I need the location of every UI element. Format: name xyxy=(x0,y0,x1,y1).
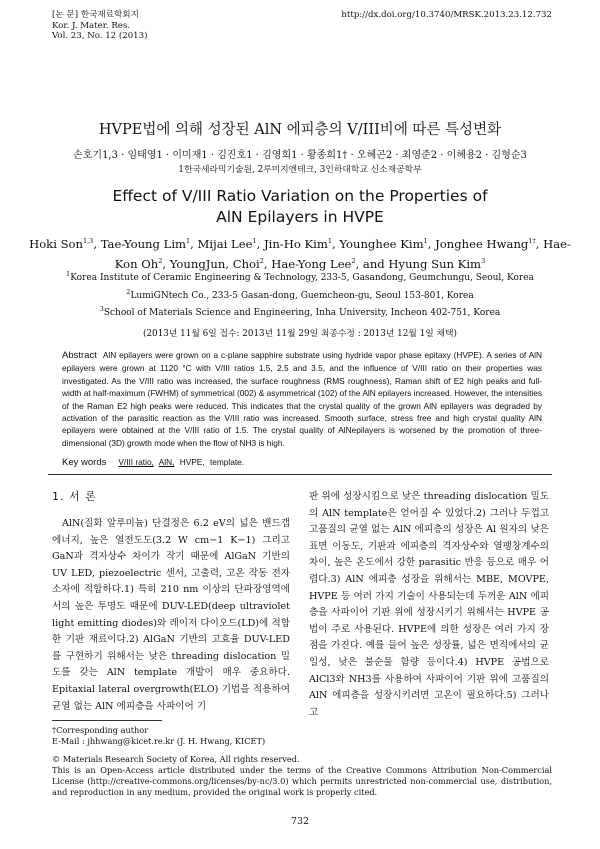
author-affil-marker: 1 xyxy=(423,237,428,245)
footnote-corresponding: †Corresponding author xyxy=(52,725,149,735)
authors-english: Hoki Son$^{1,3}$, Tae-Young Lim$^1$, Mijai Lee$^1$, Jin-Ho Kim$^1$, Younghee Kim$^1$, Jonghee Hwang$^{1\dagger}$, Hae-Kon Oh$^2$, YoungJun, Choi$^2$, Hae-Yong Lee$^2$, and Hyung Sun Kim$^3$ xyxy=(29,236,571,271)
affiliations-english xyxy=(20,268,580,321)
keyword: V/III ratio, xyxy=(118,457,154,467)
author-name: Mijai Lee$^1$ xyxy=(197,236,257,251)
license-text: This is an Open-Access article distributed under the terms of the Creative Commons Attribution Non-Commercial License (http://creative-commons.org/licenses/by-nc/3.0) which permits unrestricted non-commercial use, distribution, and reproduction in any medium, provided the original work is properly cited. xyxy=(52,764,552,798)
affiliations-korean: 1한국세라믹기술원, 2루미지엔테크, 3인하대학교 신소재공학부 xyxy=(178,165,422,175)
divider xyxy=(48,474,552,475)
author-affil-marker: 1 xyxy=(327,237,332,245)
body-paragraph-left: AlN(질화 알루미늄) 단결정은 6.2 eV의 넓은 밴드갭 에너지, 높은 열전도도(3.2 W cm−1 K−1) 그리고 GaN과 격자상수 차이가 작기 때문에 AlGaN 기반의 UV LED, piezoelectric 센서, 고출력, 고온 작동 전자소자에 적합하다.1) 특히 210 nm 이상의 단파장영역에서의 높은 투명도 때문에 DUV-LED(deep ultraviolet light emitting diodes)와 레이저 다이오드(LD)에 적합한 기판 재료이다.2) AlGaN 기반의 고효율 DUV-LED를 구현하기 위해서는 낮은 threading dislocation 밀도를 갖는 AlN template 개발이 매우 중요하다. Epitaxial lateral overgrowth(ELO) 기법을 적용하여 균열 없는 AlN 에피층을 사파이어 기 xyxy=(52,518,290,712)
journal-header xyxy=(52,10,147,42)
author-name: Tae-Young Lim$^1$ xyxy=(100,236,191,251)
title-english-line2: AlN Epilayers in HVPE xyxy=(216,208,384,226)
footnote-email: E-Mail : jhhwang@kicet.re.kr (J. H. Hwang, KICET) xyxy=(52,736,266,747)
keyword: HVPE, xyxy=(179,457,205,467)
keywords xyxy=(62,457,542,468)
author-affil-marker: 1† xyxy=(528,237,536,245)
author-affil-marker: 1 xyxy=(252,237,257,245)
received-dates: (2013년 11월 6일 접수: 2013년 11월 29일 최종수정 : 2013년 12월 1일 채택) xyxy=(143,329,457,339)
body-paragraph-right: 판 위에 성장시킴으로 낮은 threading dislocation 밀도의 AlN template은 얻어질 수 있었다.2) 그러나 두껍고 고품질의 균열 없는 AlN 에피층의 성장은 Al 원자의 낮은 표면 이동도, 기판과 에피층의 격자상수와 열팽창계수의 차이, 높은 온도에서 강한 parasitic 반응 등으로 매우 어렵다.3) AlN 에피층 성장을 위해서는 MBE, MOVPE, HVPE 등 여러 가지 기술이 사용되는데 두꺼운 AlN 에피층을 사파이어 기판 위에 성장시키기 위해서는 HVPE 공법이 주로 사용된다. HVPE에 의한 성장은 여러 가지 장점을 가진다. 예를 들어 높은 성장률, 넓은 면적에서의 균일성, 낮은 불순물 함량 등이다.4) HVPE 공법으로 AlCl3와 NH3를 사용하여 사파이어 기판 위에 고품질의 AlN 에피층을 성장시키려면 고온이 필요하다.5) 그러나 고 xyxy=(309,491,549,718)
abstract-text: AlN epilayers were grown on a c-plane sapphire substrate using hydride vapor phase epitaxy (HVPE). A series of AlN epilayers were grown at 1120 °C with V/III ratios 1.5, 2.5 and 3.5, and the influence of V/III ratio on their properties was investigated. As the V/III ratio was increased, the surface roughness (RMS roughness), Raman shift of E2 high peaks and full-width at half-maximum (FWHM) of symmetrical (002) & asymmetrical (102) of the AlN epilayers increased. However, the intensities of the Raman E2 high peaks were reduced. This indicates that the crystal quality of the grown AlN epilayers was degraded by activation of the parasitic reaction as the V/III ratio was increased. Smooth surface, stress free and high crystal quality AlN epilayers were obtained at the V/III ratio of 1.5. The crystal quality of AlNepilayers is worsened by the promotion of three-dimensional (3D) growth mode when the flow of NH3 is high. xyxy=(62,350,542,448)
body-column-left xyxy=(52,516,290,715)
title-english xyxy=(0,186,600,228)
footnote-divider xyxy=(52,720,162,721)
authors-korean: 손호기1,3 · 임태영1 · 이미재1 · 김진호1 · 김영희1 · 황종희1† · 오혜곤2 · 최영준2 · 이혜용2 · 김형순3 xyxy=(73,150,527,161)
footnotes xyxy=(52,725,552,805)
author-name: Jin-Ho Kim$^1$ xyxy=(263,236,332,251)
affiliation-line: $^1$Korea Institute of Ceramic Engineering & Technology, 233-5, Gasandong, Geumchungu, Seoul, Korea xyxy=(66,270,534,283)
section-heading-introduction: 1. 서 론 xyxy=(52,490,97,503)
journal-volume: Vol. 23, No. 12 (2013) xyxy=(52,31,148,42)
page-number: 732 xyxy=(290,816,310,827)
author-affil-marker: 3 xyxy=(481,256,486,265)
journal-name-en: Kor. J. Mater. Res. xyxy=(52,20,131,31)
author-affil-marker: 2 xyxy=(259,256,264,265)
author-affil-marker: 2 xyxy=(351,256,356,265)
abstract xyxy=(62,349,542,449)
journal-name-ko: [논 문] 한국재료학회지 xyxy=(52,10,139,20)
author-name: Hyung Sun Kim$^3$ xyxy=(388,256,486,271)
title-korean: HVPE법에 의해 성장된 AlN 에피층의 V/III비에 따른 특성변화 xyxy=(98,122,502,138)
affiliation-line: $^3$School of Materials Science and Engineering, Inha University, Incheon 402-751, Korea xyxy=(99,305,501,318)
author-name: YoungJun, Choi$^2$ xyxy=(169,256,264,271)
keywords-list xyxy=(118,457,247,467)
copyright: © Materials Research Society of Korea, All rights reserved. xyxy=(52,753,300,764)
author-name: Hoki Son$^{1,3}$ xyxy=(29,236,94,251)
author-affil-marker: 1,3 xyxy=(82,237,94,245)
keywords-label: Key words xyxy=(62,457,107,468)
keyword: AlN, xyxy=(158,457,175,467)
title-english-line1: Effect of V/III Ratio Variation on the Properties of xyxy=(112,187,488,205)
author-name: Hae-Yong Lee$^2$ xyxy=(271,256,356,271)
doi-link[interactable]: http://dx.doi.org/10.3740/MRSK.2013.23.12.732 xyxy=(341,10,552,20)
author-name: Jonghee Hwang$^{1\dagger}$ xyxy=(435,236,536,251)
keyword: template. xyxy=(209,457,245,467)
author-affil-marker: 1 xyxy=(186,237,191,245)
author-name: Younghee Kim$^1$ xyxy=(339,236,428,251)
author-affil-marker: 2 xyxy=(158,256,163,265)
author-name: Hae-Kon Oh$^2$ xyxy=(114,236,571,271)
abstract-label: Abstract xyxy=(62,350,97,361)
affiliation-line: $^2$LumiGNtech Co., 233-5 Gasan-dong, Guemcheon-gu, Seoul 153-801, Korea xyxy=(126,287,474,301)
body-column-right xyxy=(309,489,549,721)
